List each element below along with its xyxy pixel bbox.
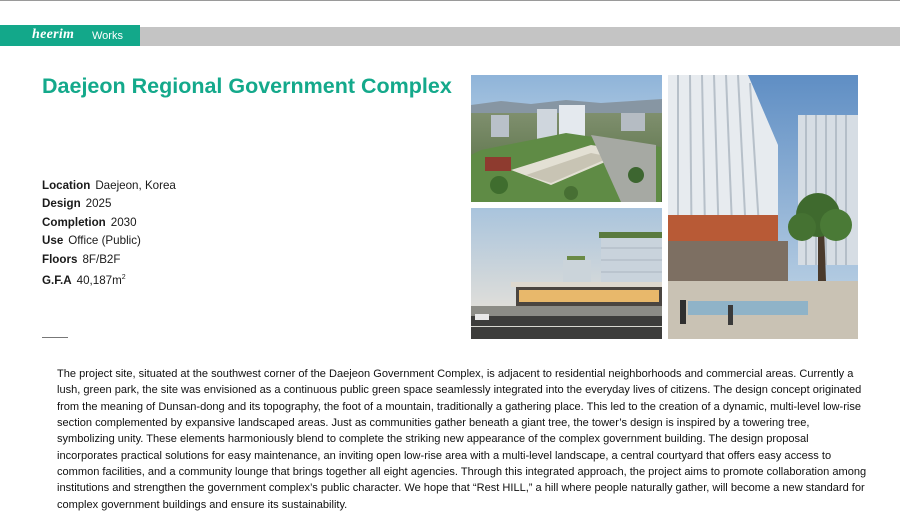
section-divider	[42, 337, 68, 338]
spec-label: Use	[42, 234, 64, 248]
brand-logo: heerim	[32, 27, 75, 42]
spec-value: 2025	[85, 197, 112, 211]
spec-value: 40,187m	[76, 273, 122, 287]
spec-value: Daejeon, Korea	[95, 179, 176, 192]
spec-label: G.F.A	[42, 273, 72, 287]
spec-row-location	[42, 177, 176, 195]
spec-row-design	[42, 195, 176, 213]
tower-courtyard-view-image	[668, 75, 858, 339]
spec-label: Design	[42, 197, 81, 211]
aerial-view-image	[471, 75, 662, 202]
spec-list	[42, 177, 176, 287]
spec-value: 8F/B2F	[82, 252, 121, 266]
page-title: Daejeon Regional Government Complex	[42, 74, 452, 98]
spec-label: Completion	[42, 215, 106, 229]
spec-row-completion	[42, 214, 176, 232]
top-rule	[0, 0, 900, 1]
low-rise-street-view-image	[471, 208, 662, 339]
spec-unit-superscript: 2	[121, 273, 126, 281]
spec-label: Floors	[42, 252, 78, 266]
spec-row-floors	[42, 251, 176, 269]
project-description: The project site, situated at the southwest corner of the Daejeon Government Complex, is adjacent to residential neighborhoods and commercial areas. Currently a lush, green park, the site was envisioned as a continuous public green space seamlessly integrated into the everyday lives of citizens. The design concept originated from the meaning of Dunsan-dong and its topography, the foot of a mountain, traditionally a gathering place. This led to the creation of a dynamic, multi-level low-rise section complemented by expansive landscaped areas. Just as communities gather beneath a giant tree, the tower’s design is inspired by a towering tree, symbolizing unity. These elements harmoniously blend to complete the striking new appearance of the complex government building. The design proposal incorporates practical solutions for easy maintenance, an inviting open low-rise area with a multi-level landscape, a central courtyard that offers easy access to common facilities, and a community lounge that brings together all eight agencies. Through this integrated approach, the project aims to promote collaboration among institutions and strengthen the government complex’s public character. We hope that “Rest HILL,” a hill where people naturally gather, will become a new standard for complex government buildings and ensure its sustainability.	[57, 368, 867, 511]
spec-row-use	[42, 232, 176, 250]
spec-row-gfa	[42, 269, 176, 287]
spec-label: Location	[42, 179, 91, 192]
spec-value: 2030	[110, 215, 137, 229]
spec-value: Office (Public)	[68, 234, 141, 248]
section-label: Works	[92, 30, 123, 42]
